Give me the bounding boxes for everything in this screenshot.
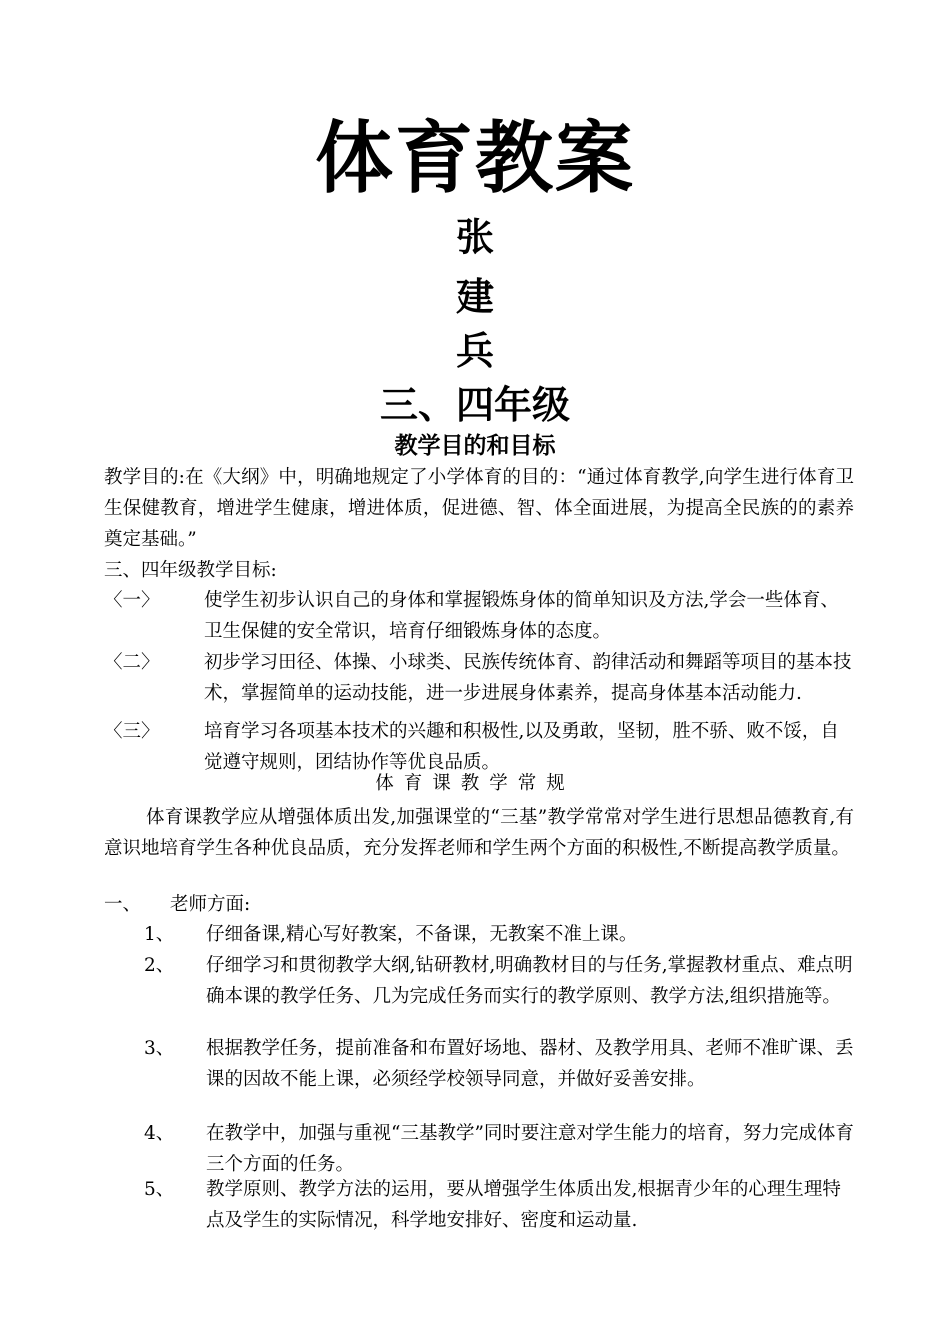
- routine-intro: 体育课教学应从增强体质出发,加强课堂的“三基”教学常常对学生进行思想品德教育,有意识地培育学生各种优良品质，充分发挥老师和学生两个方面的积极性,不断提高教学质量。: [104, 807, 854, 859]
- item-text: 在教学中，加强与重视“三基教学”同时要注意对学生能力的培育，努力完成体育三个方面的任务。: [206, 1123, 854, 1175]
- document-title: 体育教案: [314, 113, 635, 204]
- routine-heading: 体育课教学常规: [375, 773, 575, 794]
- item-text: 根据教学任务，提前准备和布置好场地、器材、及教学用具、老师不准旷课、丢课的因故不能上课，必须经学校领导同意，并做好妥善安排。: [206, 1038, 854, 1090]
- section-number: 一、: [104, 894, 142, 915]
- author-char-1: 张: [455, 214, 494, 259]
- item-number: 2、: [144, 955, 175, 976]
- goal-text: 培育学习各项基本技术的兴趣和积极性,以及勇敢，坚韧，胜不骄、败不馁，自觉遵守规则，团结协作等优良品质。: [204, 721, 839, 773]
- goal-number: 〈三〉: [104, 721, 160, 742]
- item-number: 1、: [144, 924, 175, 945]
- item-text: 仔细学习和贯彻教学大纲,钻研教材,明确教材目的与任务,掌握教材重点、难点明确本课的教学任务、几为完成任务而实行的教学原则、教学方法,组织措施等。: [206, 955, 853, 1007]
- goal-number: 〈一〉: [104, 590, 160, 611]
- goal-text: 使学生初步认识自己的身体和掌握锻炼身体的简单知识及方法,学会一些体育、卫生保健的安全常识，培育仔细锻炼身体的态度。: [204, 590, 839, 642]
- item-number: 4、: [144, 1123, 175, 1144]
- item-text: 仔细备课,精心写好教案，不备课，无教案不准上课。: [206, 924, 638, 945]
- author-char-2: 建: [455, 274, 494, 319]
- section-label: 老师方面:: [170, 894, 251, 915]
- author-char-3: 兵: [455, 328, 494, 373]
- grade-goals-label: 三、四年级教学目标:: [104, 560, 277, 581]
- goal-text: 初步学习田径、体操、小球类、民族传统体育、韵律活动和舞蹈等项目的基本技术，掌握简单的运动技能，进一步进展身体素养，提高身体基本活动能力.: [204, 652, 852, 704]
- purpose-paragraph: 教学目的:在《大纲》中，明确地规定了小学体育的目的：“通过体育教学,向学生进行体育卫生保健教育，增进学生健康，增进体质，促进德、智、体全面进展，为提高全民族的的素养奠定基础。”: [104, 467, 854, 550]
- item-text: 教学原则、教学方法的运用，要从增强学生体质出发,根据青少年的心理生理特点及学生的实际情况，科学地安排好、密度和运动量.: [206, 1179, 841, 1231]
- goal-number: 〈二〉: [104, 652, 160, 673]
- item-number: 3、: [144, 1038, 175, 1059]
- item-number: 5、: [144, 1179, 175, 1200]
- grade-heading: 三、四年级: [379, 382, 570, 427]
- goal-heading: 教学目的和目标: [394, 432, 556, 459]
